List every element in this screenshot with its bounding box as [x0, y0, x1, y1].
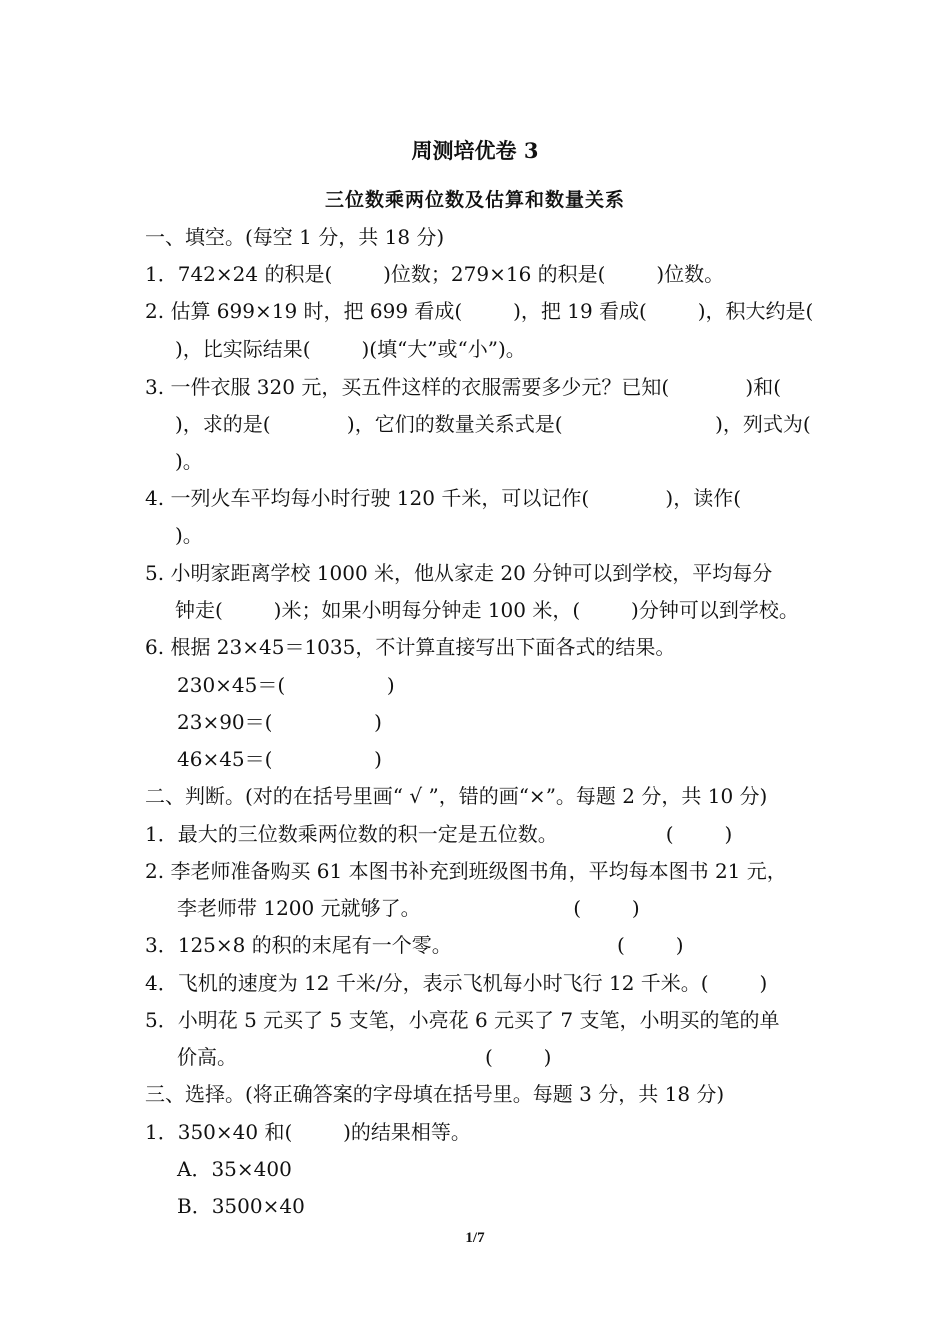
- page-subtitle: 三位数乘两位数及估算和数量关系: [324, 189, 625, 211]
- question-2-5: 5．小明花 5 元买了 5 支笔，小亮花 6 元买了 7 支笔，小明买的笔的单: [145, 1008, 780, 1032]
- question-3-1: 1．350×40 和( )的结果相等。: [145, 1120, 471, 1144]
- question-1-4: 4. 一列火车平均每小时行驶 120 千米，可以记作( )，读作(: [145, 486, 742, 510]
- option-a: A．35×400: [177, 1157, 292, 1181]
- question-2-3: 3．125×8 的积的末尾有一个零。 ( ): [145, 933, 684, 957]
- question-2-2: 2. 李老师准备购买 61 本图书补充到班级图书角，平均每本图书 21 元，: [145, 859, 787, 883]
- question-1-4-cont: )。: [175, 523, 203, 547]
- question-1-6-a: 230×45＝( ): [177, 673, 395, 697]
- question-1-6-b: 23×90＝( ): [177, 710, 382, 734]
- question-1-2: 2. 估算 699×19 时，把 699 看成( )，把 19 看成( )，积大约是(: [145, 299, 814, 323]
- question-1-6: 6. 根据 23×45＝1035，不计算直接写出下面各式的结果。: [145, 635, 676, 659]
- question-1-3-cont2: )。: [175, 449, 203, 473]
- question-1-5: 5. 小明家距离学校 1000 米，他从家走 20 分钟可以到学校，平均每分: [145, 561, 773, 585]
- page-title: 周测培优卷 3: [411, 138, 539, 163]
- section2-heading: 二、判断。(对的在括号里画“ √ ”，错的画“×”。每题 2 分，共 10 分): [145, 784, 768, 808]
- question-2-1: 1．最大的三位数乘两位数的积一定是五位数。 ( ): [145, 822, 733, 846]
- question-2-5-cont: 价高。 ( ): [177, 1045, 552, 1069]
- question-1-1: 1．742×24 的积是( )位数；279×16 的积是( )位数。: [145, 262, 725, 286]
- question-1-3: 3. 一件衣服 320 元，买五件这样的衣服需要多少元？已知( )和(: [145, 375, 782, 399]
- question-2-4: 4．飞机的速度为 12 千米/分，表示飞机每小时飞行 12 千米。( ): [145, 971, 768, 995]
- question-2-2-cont: 李老师带 1200 元就够了。 ( ): [177, 896, 640, 920]
- question-1-3-cont: )，求的是( )，它们的数量关系式是( )，列式为(: [175, 412, 811, 436]
- page-number: 1/7: [465, 1230, 485, 1246]
- question-1-2-cont: )，比实际结果( )(填“大”或“小”)。: [175, 337, 526, 361]
- question-1-6-c: 46×45＝( ): [177, 747, 382, 771]
- question-1-5-cont: 钟走( )米；如果小明每分钟走 100 米，( )分钟可以到学校。: [175, 598, 799, 622]
- section3-heading: 三、选择。(将正确答案的字母填在括号里。每题 3 分，共 18 分): [145, 1082, 725, 1106]
- option-b: B．3500×40: [177, 1194, 305, 1218]
- section1-heading: 一、填空。(每空 1 分，共 18 分): [145, 225, 445, 249]
